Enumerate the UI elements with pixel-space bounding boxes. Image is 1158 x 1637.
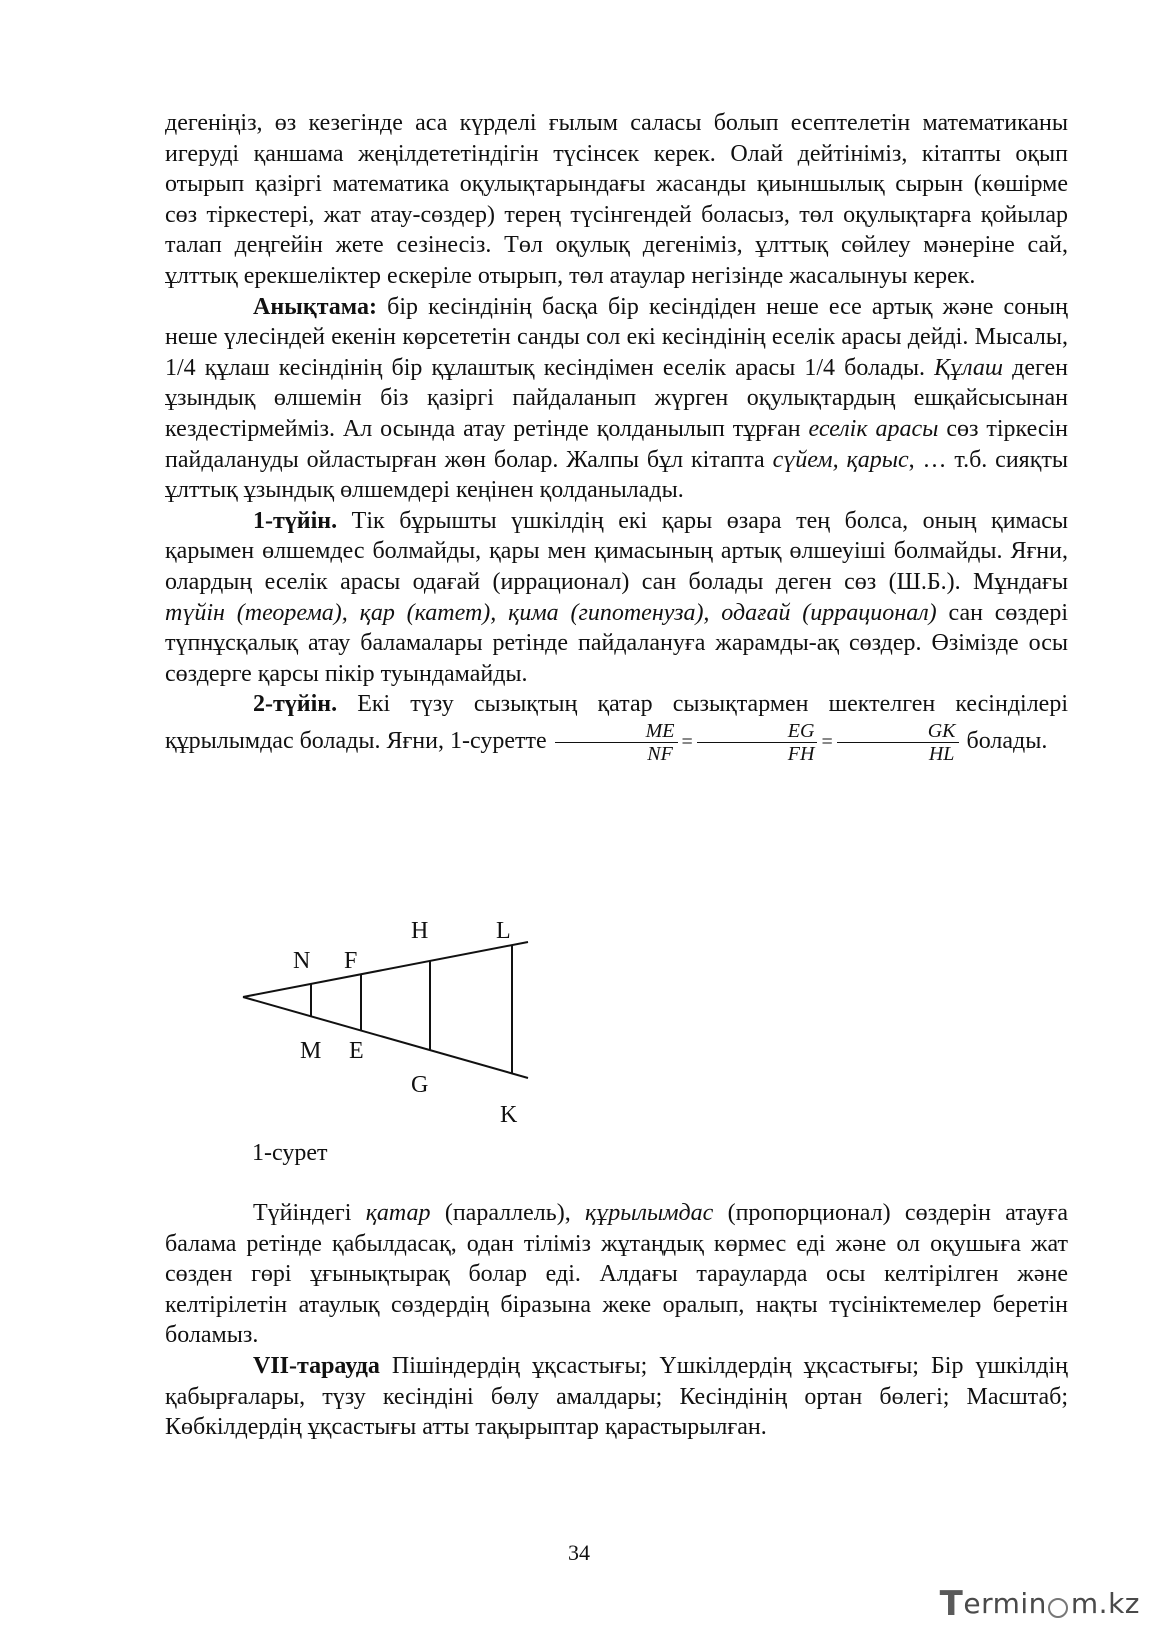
chapter-7-lead: VII-тарауда: [253, 1352, 380, 1379]
definition-lead: Анықтама:: [253, 293, 377, 320]
label-M: M: [300, 1038, 322, 1064]
label-K: K: [500, 1102, 518, 1128]
watermark-logo-mark: T: [939, 1583, 964, 1624]
label-E: E: [349, 1038, 364, 1064]
term-suyem-karys: сүйем, қарыс: [772, 446, 909, 473]
label-N: N: [293, 948, 311, 974]
term-kurylymdas: құрылымдас: [585, 1200, 714, 1226]
body-text-bottom: [165, 1198, 1068, 1443]
theorem-2-lead: 2-түйін.: [253, 691, 338, 718]
proportion-formula: $\frac{ME}{NF}$ = $\frac{EG}{FH}$ = $\frac{GK}{HL}$: [553, 728, 961, 754]
fraction-me-nf: $\frac{ME}{NF}$: [555, 720, 678, 765]
magnifier-icon: [1048, 1598, 1068, 1618]
paragraph-definition: Анықтама: бір кесіндінің басқа бір кесіндіден неше есе артық және соның неше үлесіндей екенін көрсететін санды сол екі кесіндінің еселік арасы дейді. Мысалы, 1/4 құлаш кесіндінің бір құлаштық кесіндімен еселік арасы 1/4 болады. Құлаш деген ұзындық өлшемін біз қазіргі пайдаланып жүрген оқулықтардың ешқайсысынан кездестірмейміз. Ал осында атау ретінде қолданылып тұрған еселік арасы сөз тіркесін пайдалануды ойластырған жөн болар. Жалпы бұл кітапта сүйем, қарыс, … т.б. сияқты ұлттық ұзындық өлшемдері кеңінен қолданылады.: [165, 293, 1069, 504]
theorem-1-terms: түйін (теорема), қар (катет), қима (гипотенуза), одағай (иррационал): [165, 599, 937, 626]
figure-caption: 1-сурет: [252, 1140, 328, 1166]
term-kulash: Құлаш: [934, 354, 1003, 381]
figure-1-diagram: [240, 910, 560, 1135]
paragraph-theorem-1: 1-түйін. Тік бұрышты үшкілдің екі қары өзара тең болса, оның қимасы қарымен өлшемдес болмайды, қары мен қимасының артық өлшеуіші болмайды. Яғни, олардың еселік арасы одағай (иррационал) сан болады деген сөз (Ш.Б.). Мұндағы түйін (теорема), қар (катет), қима (гипотенуза), одағай (иррационал) сан сөздері түпнұсқалық атау баламалары ретінде пайдалануға жарамды-ақ сөздер. Өзімізде осы сөздерге қарсы пікір туындамайды.: [165, 507, 1069, 687]
term-eselik-arasy: еселік арасы: [808, 415, 939, 442]
theorem-1-lead: 1-түйін.: [253, 507, 338, 534]
label-G: G: [411, 1072, 429, 1098]
upper-ray: [243, 942, 528, 997]
fraction-gk-hl: $\frac{GK}{HL}$: [837, 720, 959, 765]
body-text-top: [165, 108, 1068, 765]
paragraph-1: дегеніңіз, өз кезегінде аса күрделі ғылым саласы болып есептелетін математиканы игеруді қаншама жеңілдететіндігін түсінсек керек. Олай дейтініміз, кітапты оқып отырып қазіргі математика оқулықтарындағы жасанды қиыншылық сырын (көшірме сөз тіркестері, жат атау-сөздер) терең түсінгендей боласыз, төл оқулықтарға қойылар талап деңгейін жете сезінесіз. Төл оқулық дегеніміз, ұлттық сөйлеу мәнеріне сай, ұлттық ерекшеліктер ескеріле отырып, төл атаулар негізінде жасалынуы керек.: [165, 110, 1068, 289]
lower-ray: [243, 997, 528, 1078]
label-F: F: [344, 948, 358, 974]
fraction-eg-fh: $\frac{EG}{FH}$: [697, 720, 818, 765]
label-H: H: [411, 918, 429, 944]
page-number: 34: [568, 1540, 590, 1565]
paragraph-theorem-2: 2-түйін. Екі түзу сызықтың қатар сызықтармен шектелген кесінділері құрылымдас болады. Яғни, 1-суретте $\frac{ME}{NF}$ = $\frac{EG}{FH}$ = $\frac{GK}{HL}$ болады.: [165, 691, 1068, 765]
paragraph-terms: Түйіндегі қатар (параллель), құрылымдас (пропорционал) сөздерін атауға балама ретінде қабылдасақ, одан тіліміз жұтаңдық көрмес еді және ол оқушыға жат сөзден гөрі ұғынықтырақ болар еді. Алдағы тарауларда осы келтірілген және келтірілетін атаулық сөздердің біразына жеке оралып, нақты түсініктемелер беретін боламыз.: [165, 1200, 1069, 1349]
term-katar: қатар: [365, 1200, 431, 1226]
paragraph-chapter-7: VII-тарауда Пішіндердің ұқсастығы; Үшкілдердің ұқсастығы; Бір үшкілдің қабырғалары, түзу кесіндіні бөлу амалдары; Кесіндінің ортан бөлегі; Масштаб; Көбкілдердің ұқсастығы атты тақырыптар қарастырылған.: [165, 1352, 1068, 1441]
site-watermark: T ermin m.kz: [939, 1583, 1140, 1624]
label-L: L: [496, 918, 511, 944]
